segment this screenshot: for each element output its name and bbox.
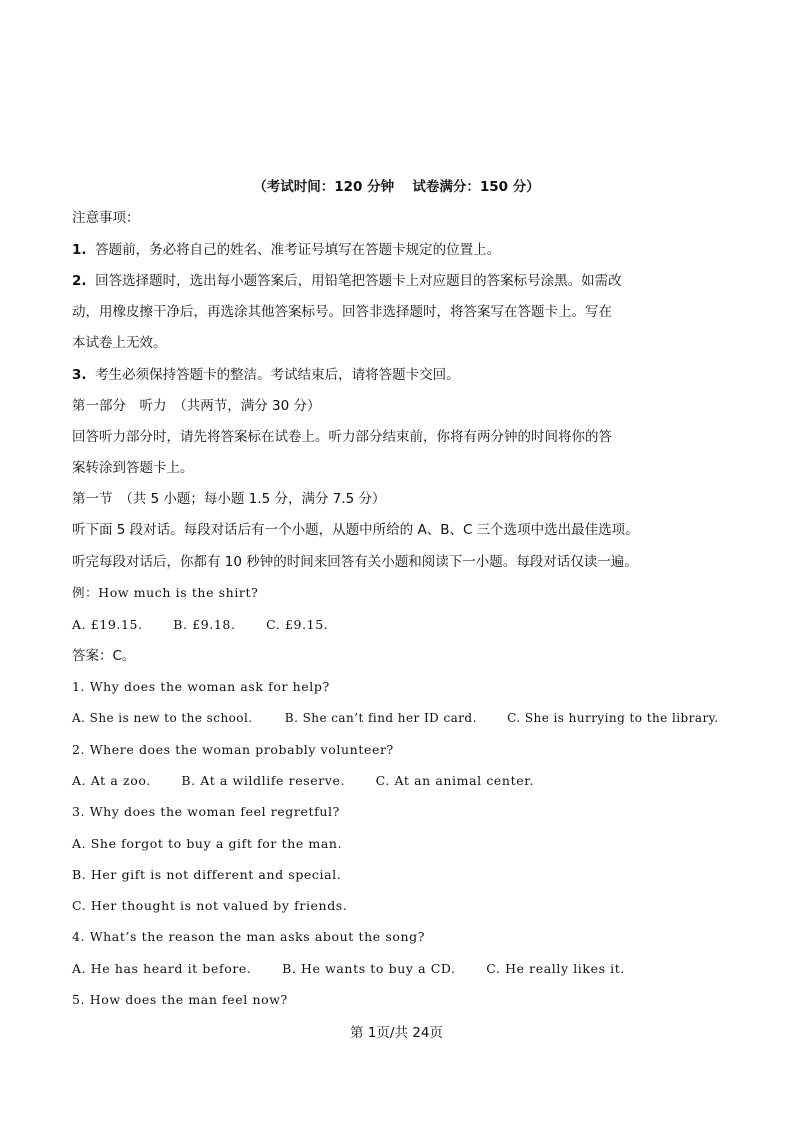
note-item-2-number: 2.: [72, 273, 87, 289]
question-2-option-c: C. At an animal center.: [375, 773, 534, 788]
question-1-stem: 1. Why does the woman ask for help?: [72, 679, 330, 694]
note-item-2: [72, 272, 622, 290]
part1-title: 第一部分 听力 （共两节，满分 30 分）: [72, 398, 321, 414]
note-item-2-text-a: 回答选择题时，选出每小题答案后，用铅笔把答题卡上对应题目的答案标号涂黑。如需改: [95, 273, 622, 289]
section1-instructions-a: 听下面 5 段对话。每段对话后有一个小题，从题中所给的 A、B、C 三个选项中选出最佳选项。: [72, 522, 639, 538]
section1-title: 第一节 （共 5 小题；每小题 1.5 分，满分 7.5 分）: [72, 491, 386, 507]
example-options: [72, 616, 328, 634]
question-3-option-c: C. Her thought is not valued by friends.: [72, 898, 348, 913]
note-item-3-number: 3.: [72, 367, 87, 383]
note-item-2-text-b: 动，用橡皮擦干净后，再选涂其他答案标号。回答非选择题时，将答案写在答题卡上。写在: [72, 304, 612, 320]
question-4-option-b: B. He wants to buy a CD.: [282, 961, 456, 976]
section1-instructions-b: 听完每段对话后，你都有 10 秒钟的时间来回答有关小题和阅读下一小题。每段对话仅读一遍。: [72, 554, 638, 570]
note-item-3: [72, 366, 460, 384]
question-2-option-b: B. At a wildlife reserve.: [181, 773, 346, 788]
question-2-stem: 2. Where does the woman probably volunteer?: [72, 742, 394, 757]
note-item-1: [72, 241, 500, 259]
question-2-options: [72, 772, 534, 790]
question-3-option-a: A. She forgot to buy a gift for the man.: [72, 836, 343, 851]
note-item-3-text: 考生必须保持答题卡的整洁。考试结束后，请将答题卡交回。: [95, 367, 460, 383]
example-option-a: A. £19.15.: [72, 617, 143, 632]
question-1-options: [72, 709, 719, 727]
question-4-option-a: A. He has heard it before.: [72, 961, 252, 976]
example-question: 例：How much is the shirt?: [72, 585, 259, 600]
question-2-option-a: A. At a zoo.: [72, 773, 151, 788]
exam-info-header: （考试时间：120 分钟 试卷满分：150 分）: [253, 179, 540, 195]
question-4-stem: 4. What’s the reason the man asks about the song?: [72, 929, 426, 944]
example-answer: 答案：C。: [72, 648, 136, 664]
notes-title: 注意事项：: [72, 210, 140, 226]
question-4-option-c: C. He really likes it.: [486, 961, 625, 976]
part1-instructions-a: 回答听力部分时，请先将答案标在试卷上。听力部分结束前，你将有两分钟的时间将你的答: [72, 429, 612, 445]
question-5-stem: 5. How does the man feel now?: [72, 992, 288, 1007]
note-item-2-text-c: 本试卷上无效。: [72, 335, 167, 351]
example-option-b: B. £9.18.: [173, 617, 236, 632]
question-1-option-b: B. She can’t find her ID card.: [284, 711, 477, 725]
note-item-1-number: 1.: [72, 242, 87, 258]
part1-instructions-b: 案转涂到答题卡上。: [72, 460, 194, 476]
question-4-options: [72, 960, 625, 978]
question-1-option-c: C. She is hurrying to the library.: [507, 711, 719, 725]
page-number: 第 1页/共 24页: [350, 1025, 443, 1041]
question-1-option-a: A. She is new to the school.: [72, 711, 253, 725]
note-item-1-text: 答题前，务必将自己的姓名、准考证号填写在答题卡规定的位置上。: [95, 242, 501, 258]
question-3-stem: 3. Why does the woman feel regretful?: [72, 804, 340, 819]
question-3-option-b: B. Her gift is not different and special.: [72, 867, 342, 882]
example-option-c: C. £9.15.: [266, 617, 329, 632]
